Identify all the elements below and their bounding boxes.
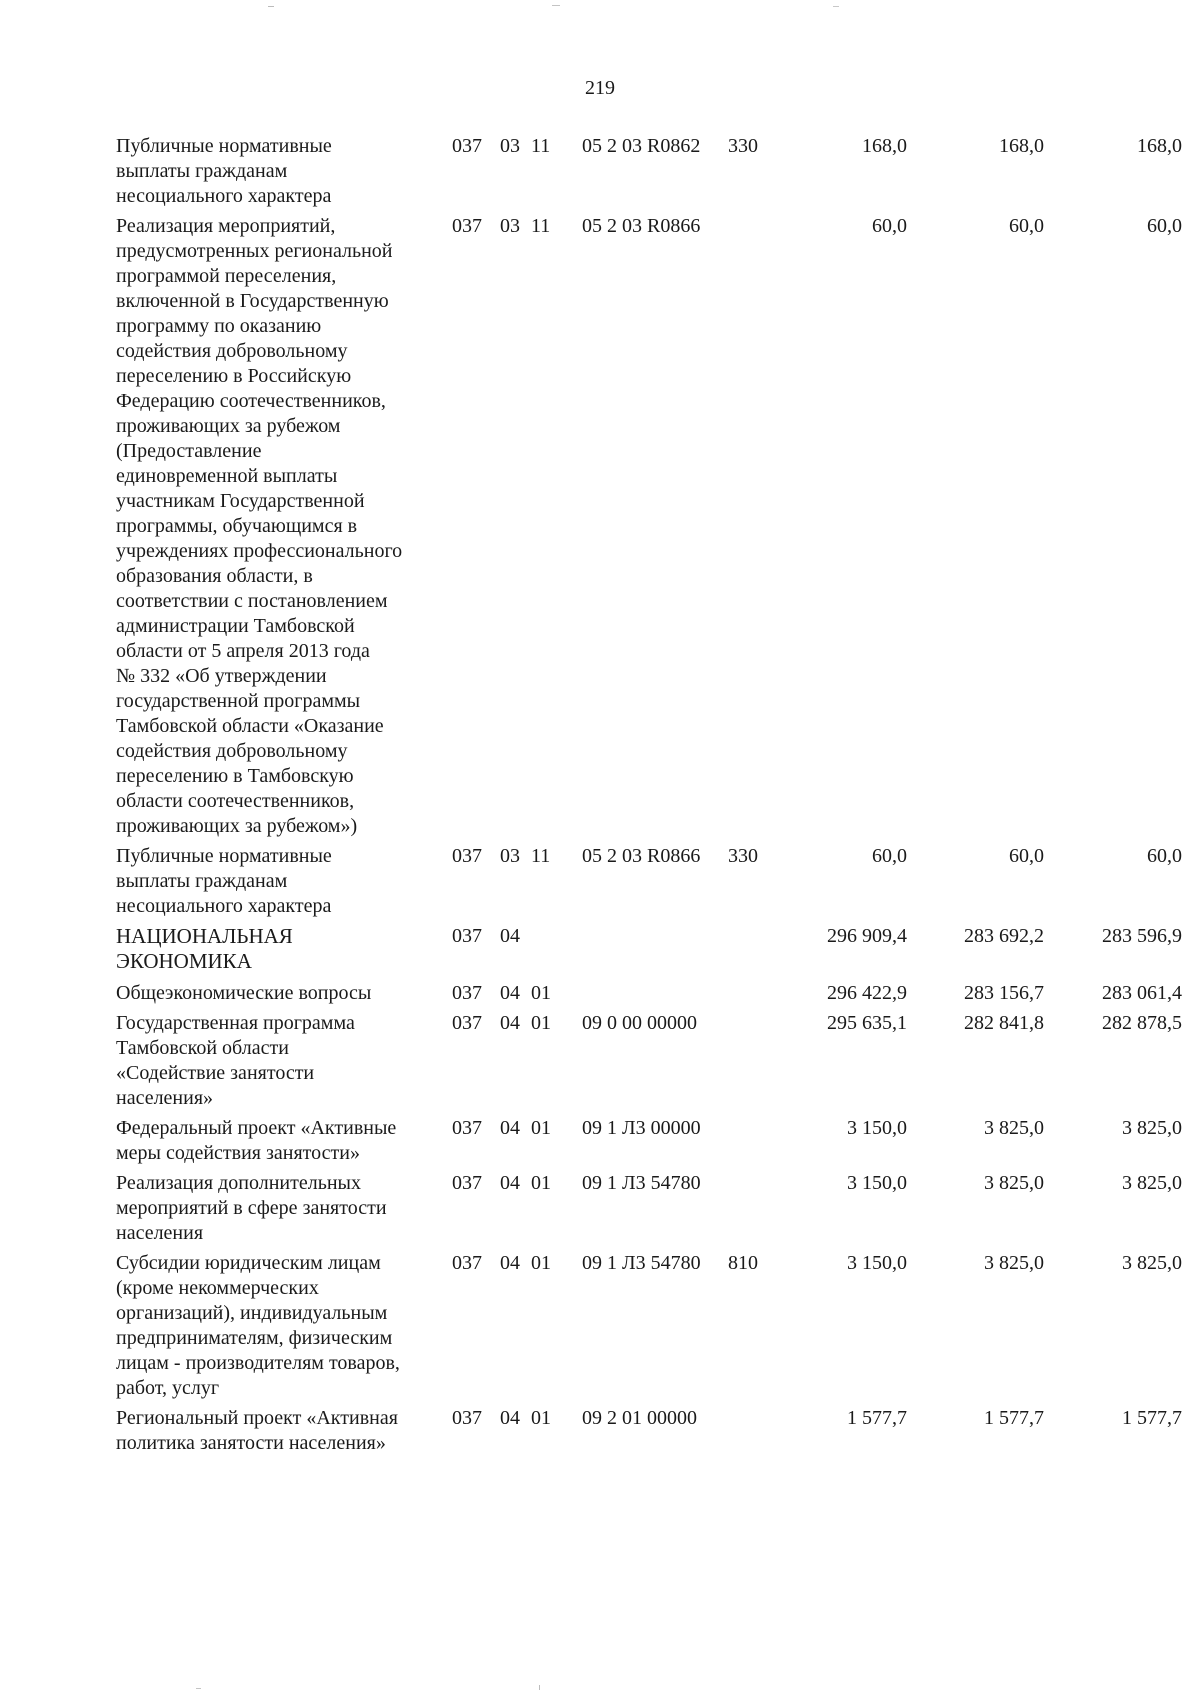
amount-year-3: 1 577,7 — [1122, 1407, 1182, 1429]
department-code: 037 — [452, 1252, 482, 1274]
section-code: 03 — [500, 845, 520, 867]
expense-type-code: 330 — [728, 135, 758, 157]
amount-year-2: 3 825,0 — [984, 1172, 1044, 1194]
department-code: 037 — [452, 135, 482, 157]
amount-year-1: 1 577,7 — [847, 1407, 907, 1429]
amount-year-2: 168,0 — [999, 135, 1044, 157]
table-row — [0, 1406, 1200, 1456]
amount-year-3: 168,0 — [1137, 135, 1182, 157]
department-code: 037 — [452, 1407, 482, 1429]
department-code: 037 — [452, 215, 482, 237]
amount-year-3: 3 825,0 — [1122, 1252, 1182, 1274]
table-row — [0, 1171, 1200, 1246]
row-description: НАЦИОНАЛЬНАЯ ЭКОНОМИКА — [116, 924, 293, 973]
expense-type-code: 330 — [728, 845, 758, 867]
section-code: 03 — [500, 135, 520, 157]
amount-year-3: 60,0 — [1147, 215, 1182, 237]
department-code: 037 — [452, 1172, 482, 1194]
section-code: 03 — [500, 215, 520, 237]
row-description: Публичные нормативные выплаты гражданам несоциального характера — [116, 845, 332, 917]
amount-year-1: 3 150,0 — [847, 1172, 907, 1194]
section-code: 04 — [500, 925, 520, 947]
table-row — [0, 214, 1200, 839]
table-row — [0, 134, 1200, 209]
target-article-code: 09 2 01 00000 — [582, 1407, 697, 1429]
amount-year-2: 283 156,7 — [964, 982, 1044, 1004]
row-description: Государственная программа Тамбовской области «Содействие занятости населения» — [116, 1012, 355, 1109]
amount-year-2: 60,0 — [1009, 845, 1044, 867]
amount-year-1: 3 150,0 — [847, 1252, 907, 1274]
subsection-code: 01 — [531, 1172, 551, 1194]
amount-year-2: 282 841,8 — [964, 1012, 1044, 1034]
target-article-code: 05 2 03 R0862 — [582, 135, 701, 157]
section-code: 04 — [500, 1407, 520, 1429]
row-description: Общеэкономические вопросы — [116, 982, 372, 1004]
row-description: Реализация мероприятий, предусмотренных региональной программой переселения, включенной в Государственную программу по оказанию содействия добровольному переселению в Российскую Федерацию соотечественников, проживающих за рубежом (Предоставление единовременной выплаты участникам Государственной программы, обучающимся в учреждениях профессионального образования области, в соответствии с постановлением администрации Тамбовской области от 5 апреля 2013 года № 332 «Об утверждении государственной программы Тамбовской области «Оказание содействия добровольному переселению в Тамбовскую области соотечественников, проживающих за рубежом») — [116, 215, 403, 837]
table-row — [0, 981, 1200, 1006]
row-description: Федеральный проект «Активные меры содействия занятости» — [116, 1117, 397, 1164]
target-article-code: 09 1 Л3 54780 — [582, 1172, 701, 1194]
department-code: 037 — [452, 982, 482, 1004]
department-code: 037 — [452, 845, 482, 867]
section-code: 04 — [500, 1252, 520, 1274]
amount-year-2: 3 825,0 — [984, 1117, 1044, 1139]
department-code: 037 — [452, 1117, 482, 1139]
budget-table — [0, 134, 1200, 1461]
subsection-code: 01 — [531, 1407, 551, 1429]
subsection-code: 01 — [531, 1117, 551, 1139]
section-code: 04 — [500, 1012, 520, 1034]
subsection-code: 11 — [531, 135, 551, 157]
amount-year-1: 168,0 — [862, 135, 907, 157]
table-row — [0, 1011, 1200, 1111]
expense-type-code: 810 — [728, 1252, 758, 1274]
section-code: 04 — [500, 1117, 520, 1139]
table-row — [0, 924, 1200, 974]
amount-year-1: 3 150,0 — [847, 1117, 907, 1139]
amount-year-3: 3 825,0 — [1122, 1172, 1182, 1194]
table-row — [0, 1251, 1200, 1401]
row-description: Реализация дополнительных мероприятий в сфере занятости населения — [116, 1172, 387, 1244]
target-article-code: 05 2 03 R0866 — [582, 215, 701, 237]
table-row — [0, 1116, 1200, 1166]
amount-year-2: 283 692,2 — [964, 925, 1044, 947]
target-article-code: 05 2 03 R0866 — [582, 845, 701, 867]
section-code: 04 — [500, 982, 520, 1004]
amount-year-3: 60,0 — [1147, 845, 1182, 867]
department-code: 037 — [452, 1012, 482, 1034]
amount-year-1: 60,0 — [872, 845, 907, 867]
subsection-code: 01 — [531, 982, 551, 1004]
amount-year-1: 296 909,4 — [827, 925, 907, 947]
subsection-code: 11 — [531, 845, 551, 867]
section-code: 04 — [500, 1172, 520, 1194]
row-description: Публичные нормативные выплаты гражданам несоциального характера — [116, 135, 332, 207]
amount-year-2: 60,0 — [1009, 215, 1044, 237]
row-description: Региональный проект «Активная политика занятости населения» — [116, 1407, 398, 1454]
subsection-code: 11 — [531, 215, 551, 237]
amount-year-1: 295 635,1 — [827, 1012, 907, 1034]
amount-year-3: 283 061,4 — [1102, 982, 1182, 1004]
amount-year-2: 1 577,7 — [984, 1407, 1044, 1429]
subsection-code: 01 — [531, 1252, 551, 1274]
row-description: Субсидии юридическим лицам (кроме некоммерческих организаций), индивидуальным предпринимателям, физическим лицам - производителям товаров, работ, услуг — [116, 1252, 400, 1399]
target-article-code: 09 0 00 00000 — [582, 1012, 697, 1034]
department-code: 037 — [452, 925, 482, 947]
amount-year-3: 282 878,5 — [1102, 1012, 1182, 1034]
table-row — [0, 844, 1200, 919]
amount-year-3: 3 825,0 — [1122, 1117, 1182, 1139]
amount-year-3: 283 596,9 — [1102, 925, 1182, 947]
subsection-code: 01 — [531, 1012, 551, 1034]
amount-year-1: 296 422,9 — [827, 982, 907, 1004]
amount-year-2: 3 825,0 — [984, 1252, 1044, 1274]
target-article-code: 09 1 Л3 00000 — [582, 1117, 701, 1139]
target-article-code: 09 1 Л3 54780 — [582, 1252, 701, 1274]
page-number: 219 — [585, 77, 615, 99]
amount-year-1: 60,0 — [872, 215, 907, 237]
